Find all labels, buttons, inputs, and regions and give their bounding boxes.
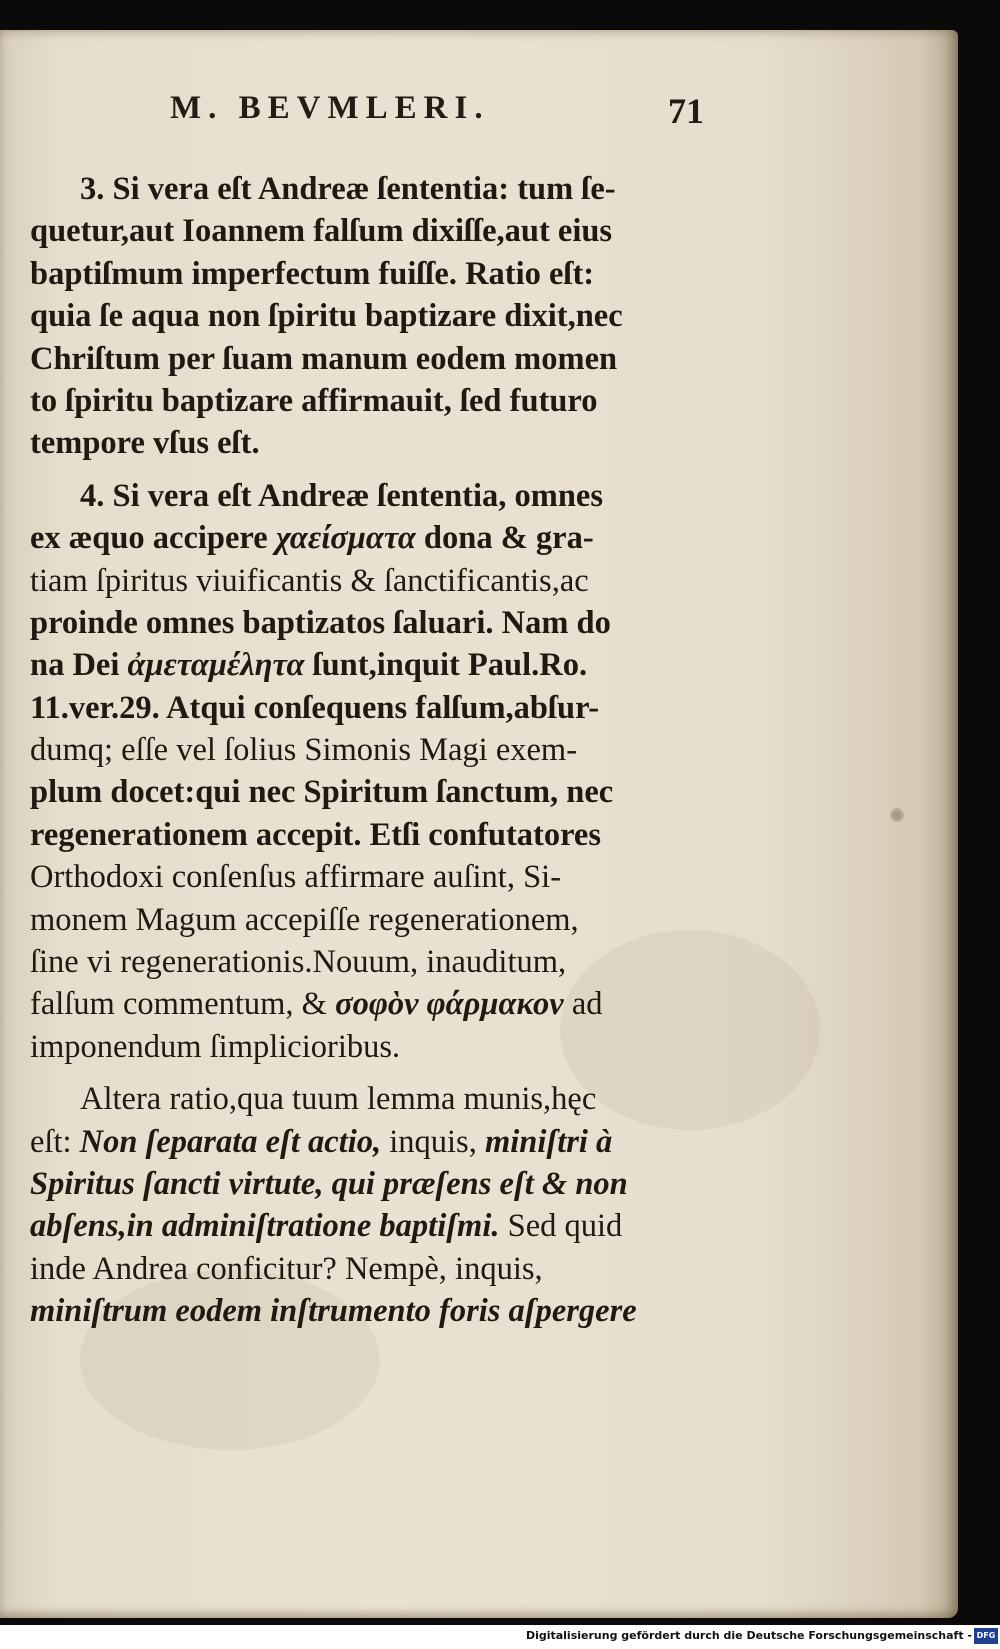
text-line [30, 1163, 710, 1205]
ink-blot [890, 808, 904, 822]
text-line [30, 210, 710, 252]
digitization-footer [0, 1625, 1000, 1649]
text-line [30, 899, 710, 941]
text-run: inquis, [381, 1123, 485, 1160]
text-line [30, 1121, 710, 1163]
italic-run: abſens,in adminiſtratione baptiſmi. [30, 1208, 500, 1245]
text-run: na Dei [30, 647, 128, 684]
text-run: monem Magum accepiſſe regenerationem, [30, 901, 579, 938]
text-line [30, 983, 710, 1025]
text-run: proinde omnes baptizatos ſaluari. Nam do [30, 604, 611, 641]
body-text [30, 168, 710, 1333]
text-line [30, 814, 710, 856]
text-line [30, 168, 710, 210]
text-line [30, 1290, 710, 1332]
text-run: eſt: [30, 1123, 80, 1160]
italic-run: σοφὸν φάρμακον [335, 986, 564, 1023]
funding-credit: Digitalisierung gefördert durch die Deutsche Forschungsgemeinschaft - [525, 1629, 972, 1642]
paragraph-gap [30, 1068, 710, 1078]
text-run: 11.ver.29. Atqui conſequens falſum,abſur- [30, 689, 600, 726]
running-head [0, 90, 958, 140]
text-line [30, 644, 710, 686]
text-line [30, 941, 710, 983]
italic-run: χαείσματα [275, 520, 416, 557]
text-run: 3. Si vera eſt Andreæ ſententia: tum ſe- [80, 171, 616, 207]
text-run: 4. Si vera eſt Andreæ ſententia, omnes [80, 477, 603, 514]
italic-run: Spiritus ſancti virtute, qui præſens eſt & non [30, 1165, 628, 1202]
italic-run: miniſtri à [484, 1123, 613, 1160]
italic-run: Non ſeparata eſt actio, [79, 1123, 382, 1160]
text-run: tempore vſus eſt. [30, 425, 260, 462]
page-number: 71 [668, 91, 704, 131]
text-run: falſum commentum, & [30, 986, 336, 1023]
text-run: inde Andrea conficitur? Nempè, inquis, [30, 1250, 543, 1287]
text-line [30, 422, 710, 464]
text-run: to ſpiritu baptizare affirmauit, ſed futuro [30, 382, 598, 419]
text-run: dumq; eſſe vel ſolius Simonis Magi exem- [30, 732, 578, 769]
text-run: dona & gra- [415, 520, 594, 557]
text-line [30, 602, 710, 644]
text-line [30, 1078, 710, 1120]
text-run: quia ſe aqua non ſpiritu baptizare dixit,nec [30, 298, 623, 335]
text-run: ſunt,inquit Paul.Ro. [304, 647, 588, 684]
text-line [30, 380, 710, 422]
text-run: tiam ſpiritus viuificantis & ſanctificantis,ac [30, 562, 589, 599]
dfg-logo: DFG [974, 1628, 998, 1644]
text-line [30, 475, 710, 517]
text-run: Orthodoxi conſenſus affirmare auſint, Si- [30, 859, 562, 896]
text-run: plum docet:qui nec Spiritum ſanctum, nec [30, 774, 614, 811]
running-title: M. BEVMLERI. [170, 90, 490, 126]
text-run: Sed quid [499, 1208, 623, 1245]
text-run: ſine vi regenerationis.Nouum, inauditum, [30, 944, 567, 981]
italic-run: ἀμεταμέλητα [127, 647, 305, 684]
text-run: imponendum ſimplicioribus. [30, 1028, 401, 1065]
text-line [30, 771, 710, 813]
text-line [30, 729, 710, 771]
text-line [30, 338, 710, 380]
text-line [30, 1026, 710, 1068]
text-line [30, 856, 710, 898]
paragraph-gap [30, 465, 710, 475]
text-run: ex æquo accipere [30, 520, 276, 557]
text-line [30, 687, 710, 729]
text-run: baptiſmum imperfectum fuiſſe. Ratio eſt: [30, 255, 595, 292]
text-run: Chriſtum per ſuam manum eodem momen [30, 340, 618, 377]
text-line [30, 1205, 710, 1247]
text-run: regenerationem accepit. Etſi confutatores [30, 816, 602, 853]
text-line [30, 253, 710, 295]
text-line [30, 295, 710, 337]
text-run: quetur,aut Ioannem falſum dixiſſe,aut eius [30, 213, 613, 250]
italic-run: miniſtrum eodem inſtrumento foris aſpergere [30, 1293, 637, 1330]
text-run: ad [563, 986, 603, 1023]
text-line [30, 517, 710, 559]
text-run: Altera ratio,qua tuum lemma munis,hęc [80, 1081, 597, 1118]
text-line [30, 560, 710, 602]
text-line [30, 1248, 710, 1290]
